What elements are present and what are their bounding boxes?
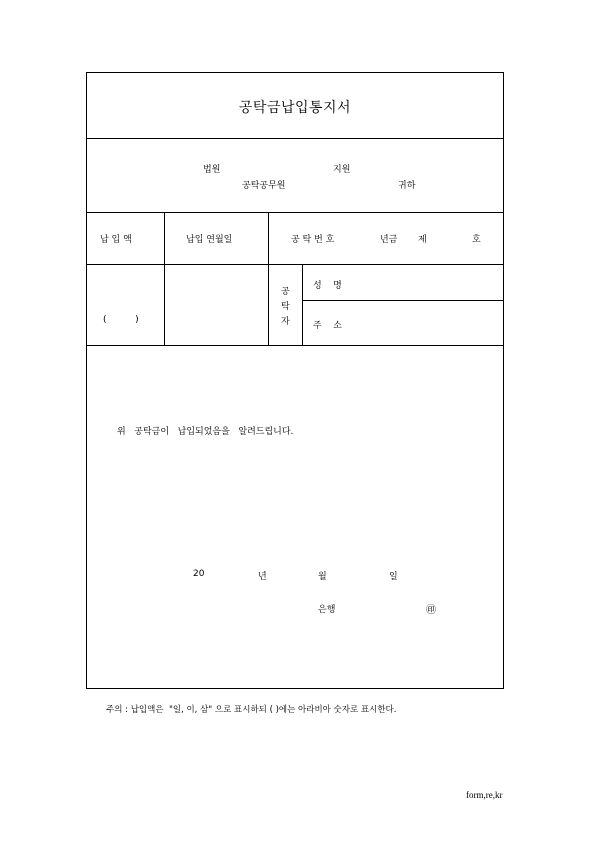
date-year-prefix: 20 [193,569,205,579]
title-divider [86,138,504,139]
table-bottom-divider [86,345,504,346]
depositor-label-char-2: 탁 [281,302,290,312]
depositor-inner-divider [302,300,504,301]
source-mark: form,re,kr [466,790,503,800]
footer-note: 주의 : 납입액은 "일, 이, 삼" 으로 표시하되 ( )에는 아라비아 숫자로 표시한다. [106,705,397,715]
number-prefix-label: 제 [418,235,427,245]
notice-body-text: 위 공탁금이 납입되었음을 알려드립니다. [117,427,294,437]
amount-column-divider [164,212,165,345]
depositor-label-char-3: 자 [281,317,290,327]
form-title: 공탁금납입통지서 [238,100,352,116]
depositor-label-char-1: 공 [281,287,290,297]
date-day-label: 일 [389,572,398,582]
depositor-label-divider [302,264,303,345]
number-suffix-label: 호 [472,235,481,245]
date-month-label: 월 [318,572,327,582]
notice-form [86,72,504,689]
depositor-name-label: 성 명 [313,281,342,291]
honorific-label: 귀하 [398,181,416,191]
court-label: 법원 [203,165,221,175]
seal-mark: ㊞ [426,605,436,616]
branch-label: 지원 [333,165,351,175]
date-column-divider [268,212,269,345]
bank-label: 은행 [318,605,336,615]
amount-numeric-paren: ( ) [103,315,139,325]
recipient-divider [86,212,504,213]
header-divider [86,264,504,265]
date-header: 납입 연월일 [186,235,233,245]
year-suffix-label: 년금 [380,235,398,245]
amount-header: 납 입 액 [100,235,132,245]
date-year-label: 년 [258,572,267,582]
officer-label: 공탁공무원 [242,181,286,191]
deposit-number-header: 공 탁 번 호 [291,235,335,245]
depositor-address-label: 주 소 [313,321,342,331]
